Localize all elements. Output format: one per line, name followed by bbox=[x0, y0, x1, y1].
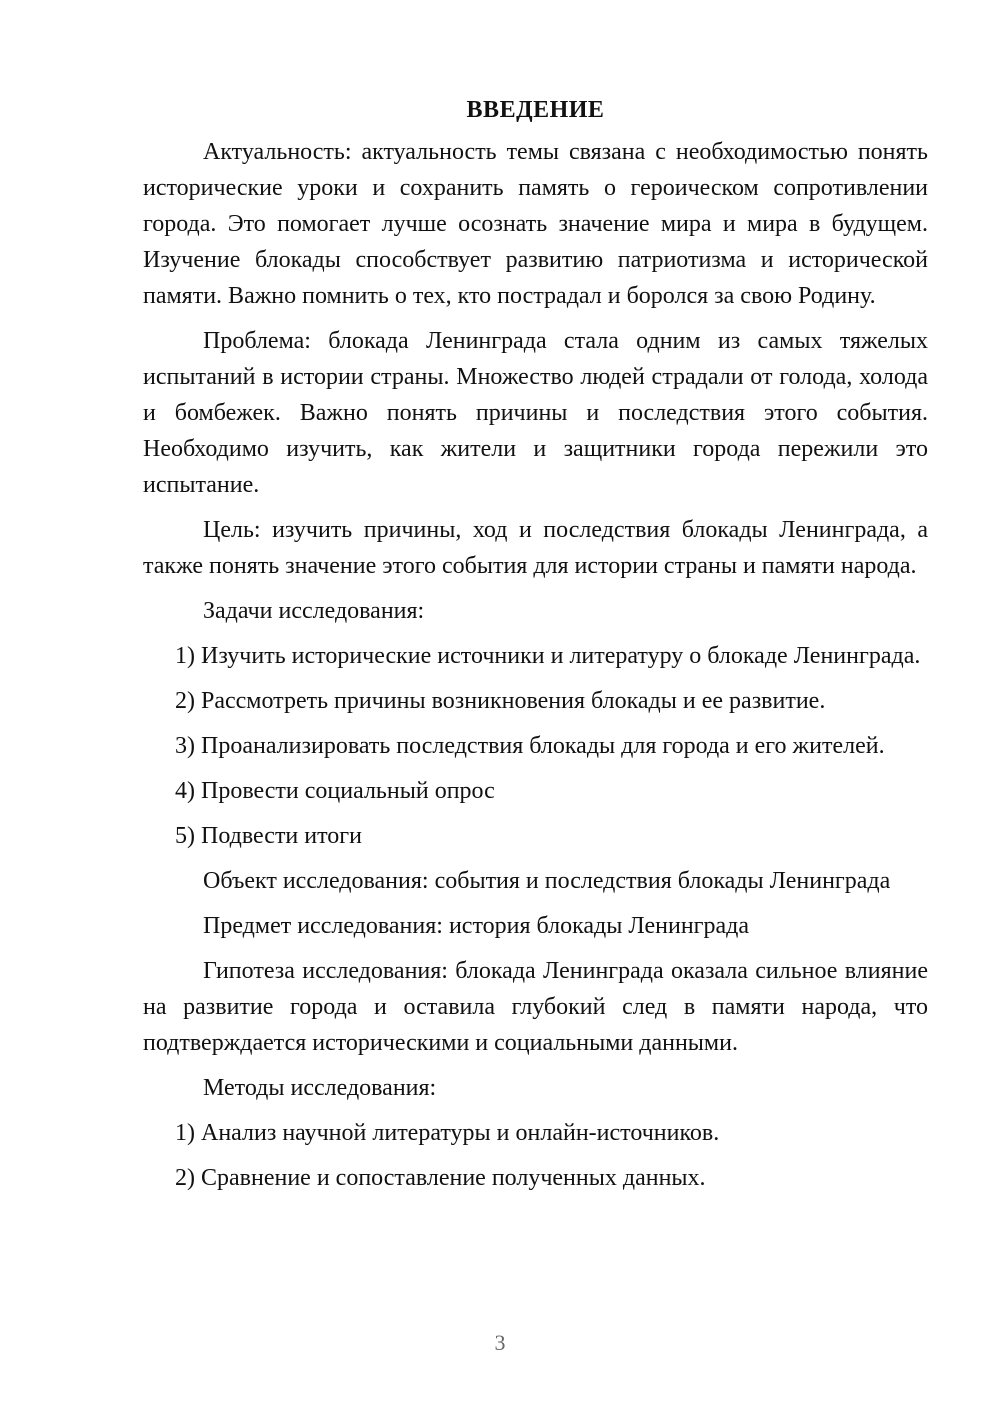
paragraph-subject: Предмет исследования: история блокады Ленинграда bbox=[203, 913, 750, 939]
method-item-2: 2) Сравнение и сопоставление полученных данных. bbox=[175, 1165, 706, 1191]
paragraph-hypothesis: Гипотеза исследования: блокада Ленинграда оказала сильное влияние на развитие города и оставила глубокий след в памяти народа, что подтверждается историческими и социальными данными. bbox=[143, 958, 928, 1056]
tasks-heading: Задачи исследования: bbox=[203, 598, 425, 624]
paragraph-problem: Проблема: блокада Ленинграда стала одним из самых тяжелых испытаний в истории страны. Множество людей страдали от голода, холода и бомбежек. Важно понять причины и последствия этого события. Необходимо изучить, как жители и защитники города пережили это испытание. bbox=[143, 328, 928, 498]
task-item-3: 3) Проанализировать последствия блокады для города и его жителей. bbox=[175, 733, 885, 759]
page-title: ВВЕДЕНИЕ bbox=[466, 97, 605, 123]
paragraph-object: Объект исследования: события и последствия блокады Ленинграда bbox=[203, 868, 891, 894]
task-item-4: 4) Провести социальный опрос bbox=[175, 778, 495, 804]
method-item-1: 1) Анализ научной литературы и онлайн-источников. bbox=[175, 1120, 720, 1146]
paragraph-relevance: Актуальность: актуальность темы связана с необходимостью понять исторические уроки и сохранить память о героическом сопротивлении города. Это помогает лучше осознать значение мира и мира в будущем. Изучение блокады способствует развитию патриотизма и исторической памяти. Важно помнить о тех, кто пострадал и боролся за свою Родину. bbox=[143, 139, 928, 309]
paragraph-goal: Цель: изучить причины, ход и последствия блокады Ленинграда, а также понять значение этого события для истории страны и памяти народа. bbox=[143, 517, 928, 579]
page-content bbox=[143, 92, 928, 1196]
methods-heading: Методы исследования: bbox=[203, 1075, 437, 1101]
page-number: 3 bbox=[494, 1330, 506, 1355]
task-item-1: 1) Изучить исторические источники и литературу о блокаде Ленинграда. bbox=[175, 643, 921, 669]
task-item-5: 5) Подвести итоги bbox=[175, 823, 362, 849]
task-item-2: 2) Рассмотреть причины возникновения блокады и ее развитие. bbox=[175, 688, 826, 714]
